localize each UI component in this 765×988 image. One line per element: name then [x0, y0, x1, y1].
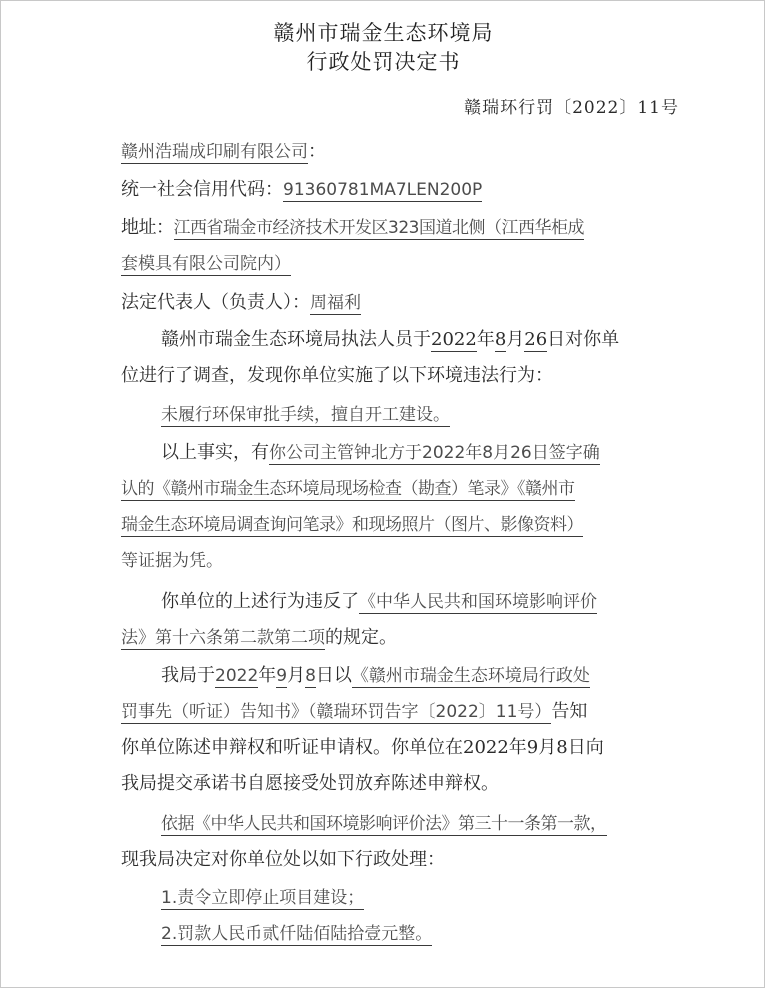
paragraph-2-line-4 [121, 546, 223, 571]
notice-month: 9 [276, 666, 288, 686]
paragraph-3-line-1 [161, 587, 597, 613]
document-title: 赣州市瑞金生态环境局 [273, 21, 494, 45]
decision-item-1 [161, 883, 364, 908]
violation-text: 未履行环保审批手续，擅自开工建设。 [161, 405, 450, 425]
decision-item-2 [161, 919, 432, 944]
p4-doc-title-2: 罚事先（听证）告知书》 [121, 702, 308, 722]
paragraph-5-line-2: 现我局决定对你单位处以如下行政处理： [121, 849, 445, 870]
paragraph-4-line-4: 我局提交承诺书自愿接受处罚放弃陈述申辩权。 [121, 773, 499, 794]
p1-text-end: 日对你单 [547, 329, 620, 350]
paragraph-2-line-3 [121, 510, 583, 535]
p4-gaozhi: 告知 [551, 701, 588, 722]
p4-doc-title: 《赣州市瑞金生态环境局行政处 [351, 666, 590, 686]
p4-text: 我局于 [161, 665, 215, 686]
p5-legal-basis: 依据《中华人民共和国环境影响评价法》第三十一条第一款， [161, 814, 607, 834]
p3-law-article: 法》第十六条第二款第二项 [121, 628, 325, 648]
company-colon: ： [308, 141, 326, 162]
address-value-1: 江西省瑞金市经济技术开发区323国道北侧（江西华柜成 [173, 218, 584, 238]
paragraph-2-line-2 [121, 474, 575, 499]
paragraph-5-line-1 [161, 809, 607, 834]
paragraph-4-line-1 [161, 661, 590, 687]
p1-nian: 年 [476, 329, 495, 350]
p4-yue: 月 [287, 665, 306, 686]
violation-line [161, 400, 450, 425]
investigation-month: 8 [494, 329, 507, 350]
legal-rep-label: 法定代表人（负责人）： [121, 292, 310, 313]
address-line [121, 213, 584, 239]
p2-evidence-2: 瑞金生态环境局调查询问笔录》和现场照片（图片、影像资料） [121, 515, 583, 535]
decision-fine: 2.罚款人民币贰仟陆佰陆拾壹元整。 [161, 924, 433, 944]
p3-text: 你单位的上述行为违反了 [161, 591, 359, 612]
p2-handwritten: 你公司主管钟北方于2022年8月26日签字确 [269, 443, 600, 463]
doc-number: 赣瑞环行罚〔2022〕11号 [464, 98, 679, 118]
document-subtitle: 行政处罚决定书 [306, 50, 461, 74]
p4-nian: 年 [258, 665, 277, 686]
p3-law: 《中华人民共和国环境影响评价 [359, 592, 597, 612]
address-label: 地址： [121, 217, 174, 238]
address-line-2 [121, 249, 291, 274]
paragraph-1-line-1 [161, 325, 619, 351]
p4-ri: 日以 [315, 665, 352, 686]
notice-year: 2022 [215, 666, 259, 686]
paragraph-3-line-2 [121, 623, 397, 649]
paragraph-1-line-2: 位进行了调查，发现你单位实施了以下环境违法行为： [121, 365, 553, 386]
p3-end: 的规定。 [325, 627, 397, 648]
credit-code-value: 91360781MA7LEN200P [283, 180, 483, 200]
p1-text: 赣州市瑞金生态环境局执法人员于 [161, 329, 431, 350]
paragraph-4-line-3: 你单位陈述申辩权和听证申请权。你单位在2022年9月8日向 [121, 737, 604, 758]
investigation-day: 26 [524, 329, 548, 350]
company-line [121, 137, 326, 163]
company-name: 赣州浩瑞成印刷有限公司 [121, 142, 308, 162]
p2-evidence-1: 认的《赣州市瑞金生态环境局现场检查（勘查）笔录》《赣州市 [121, 479, 575, 499]
paragraph-4-line-2 [121, 697, 587, 723]
address-value-2: 套模具有限公司院内） [121, 254, 291, 274]
p4-doc-ref: （赣瑞环罚告字〔2022〕11号） [308, 702, 552, 722]
notice-day: 8 [305, 666, 316, 686]
credit-code-label: 统一社会信用代码： [121, 179, 283, 200]
credit-code-line [121, 175, 482, 201]
decision-stop-construction: 1.责令立即停止项目建设； [161, 888, 365, 908]
legal-rep-name: 周福利 [310, 293, 361, 313]
paragraph-2-line-1 [161, 438, 600, 464]
legal-rep-line [121, 288, 361, 314]
investigation-year: 2022 [431, 329, 477, 350]
p2-text: 以上事实，有 [161, 442, 269, 463]
p1-yue: 月 [506, 329, 525, 350]
p2-evidence-end: 等证据为凭。 [121, 551, 223, 571]
